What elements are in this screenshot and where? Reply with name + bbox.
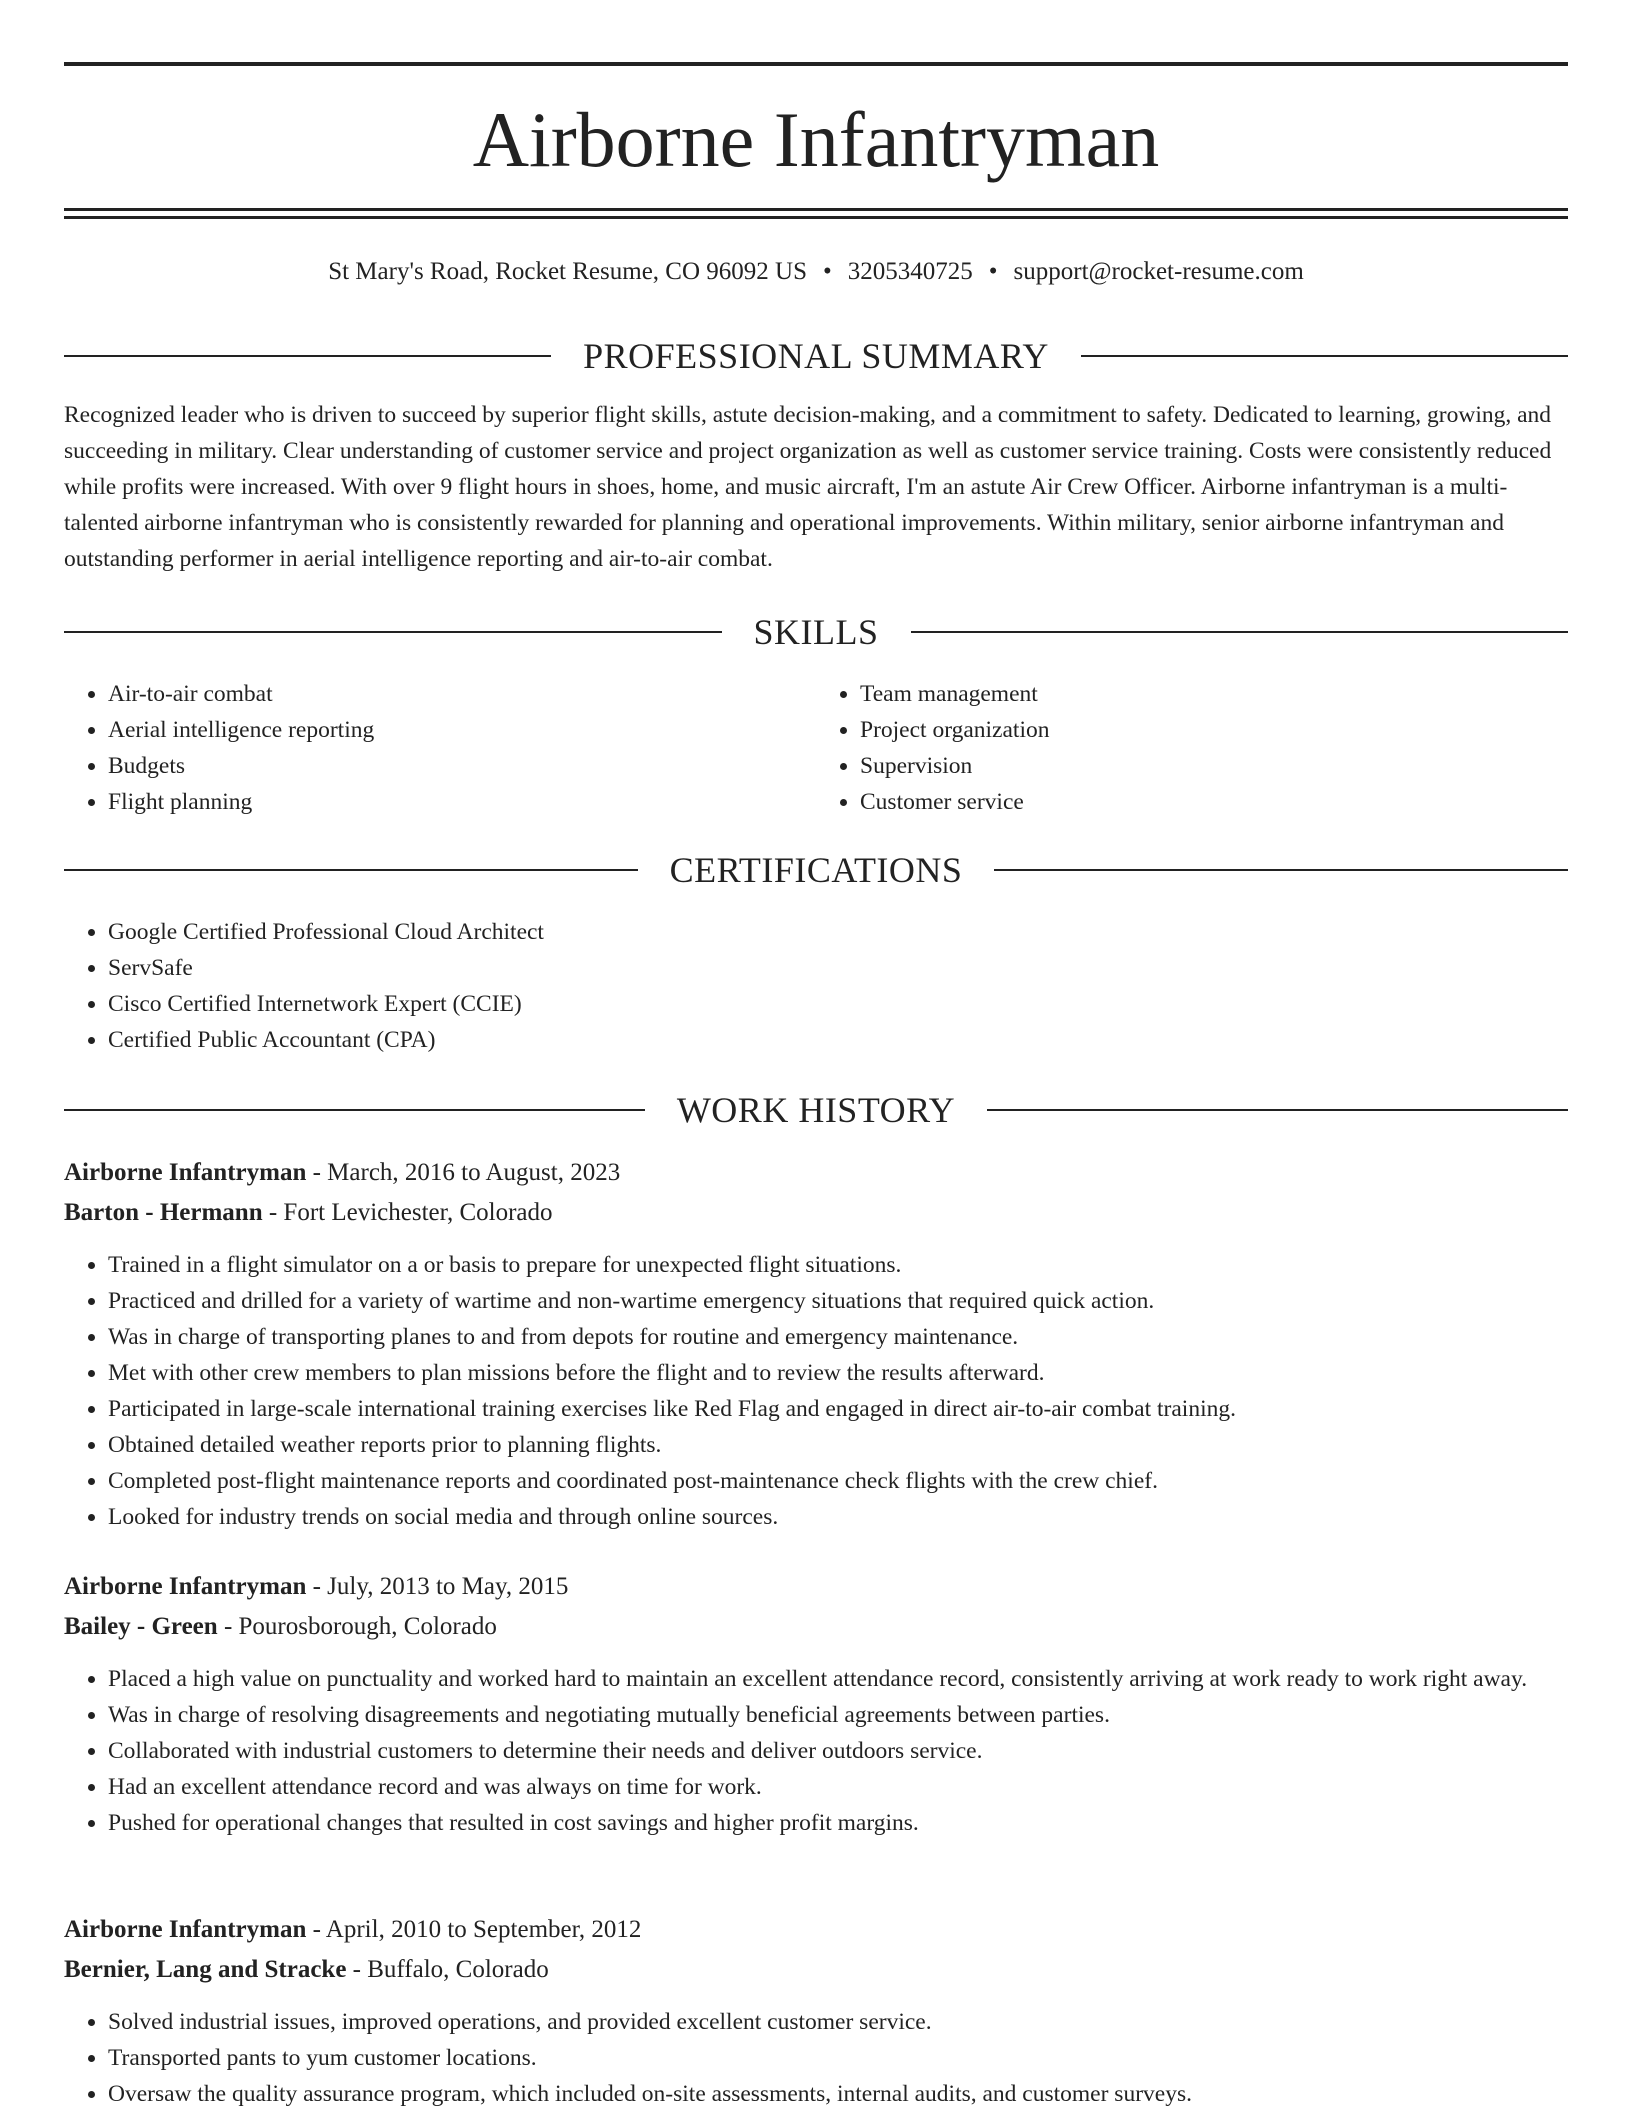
job-bullet: • Was in charge of transporting planes to and from depots for routine and emergency maintenance. bbox=[108, 1319, 1568, 1355]
heading-rule bbox=[987, 1109, 1568, 1111]
job-entry bbox=[64, 1153, 1568, 1535]
job-title-line bbox=[64, 1153, 1568, 1193]
job-bullet: • Obtained detailed weather reports prior to planning flights. bbox=[108, 1427, 1568, 1463]
certification-item: • ServSafe bbox=[108, 950, 1568, 986]
heading-rule bbox=[911, 631, 1569, 633]
header-top-rule bbox=[64, 62, 1568, 66]
skill-item: • Project organization bbox=[860, 712, 1568, 748]
skill-item: • Supervision bbox=[860, 748, 1568, 784]
certification-item: • Cisco Certified Internetwork Expert (CCIE) bbox=[108, 986, 1568, 1022]
job-title: Airborne Infantryman bbox=[64, 1916, 307, 1943]
skill-item: • Flight planning bbox=[108, 784, 816, 820]
certification-item: • Certified Public Accountant (CPA) bbox=[108, 1022, 1568, 1058]
heading-rule bbox=[1081, 355, 1568, 357]
job-bullet: • Oversaw the quality assurance program, which included on-site assessments, internal audits, and customer surveys. bbox=[108, 2076, 1568, 2112]
skill-item: • Team management bbox=[860, 676, 1568, 712]
job-bullet: • Had an excellent attendance record and was always on time for work. bbox=[108, 1769, 1568, 1805]
heading-rule bbox=[994, 869, 1568, 871]
job-title: Airborne Infantryman bbox=[64, 1573, 307, 1600]
heading-rule bbox=[64, 869, 638, 871]
summary-text: Recognized leader who is driven to succeed by superior flight skills, astute decision-making, and a commitment to safety. Dedicated to learning, growing, and succeeding in military. Clear understanding of customer service and project organization as well as customer service training. Costs were consistently reduced while profits were increased. With over 9 flight hours in shoes, home, and music aircraft, I'm an astute Air Crew Officer. Airborne infantryman is a multi-talented airborne infantryman who is consistently rewarded for planning and operational improvements. Within military, senior airborne infantryman and outstanding performer in aerial intelligence reporting and air-to-air combat. bbox=[64, 402, 1552, 572]
job-location: - Fort Levichester, Colorado bbox=[262, 1199, 553, 1226]
job-bullet: • Looked for industry trends on social media and through online sources. bbox=[108, 1499, 1568, 1535]
work-history-heading bbox=[64, 1086, 1568, 1134]
job-entry bbox=[64, 1910, 1568, 2112]
skill-item: • Air-to-air combat bbox=[108, 676, 816, 712]
job-title-line bbox=[64, 1567, 1568, 1607]
job-company: Bernier, Lang and Stracke bbox=[64, 1956, 347, 1983]
job-company: Bailey - Green bbox=[64, 1613, 218, 1640]
job-company-line bbox=[64, 1607, 1568, 1647]
contact-separator: • bbox=[988, 258, 998, 285]
skill-item: • Budgets bbox=[108, 748, 816, 784]
job-bullet: • Collaborated with industrial customers to determine their needs and deliver outdoors service. bbox=[108, 1733, 1568, 1769]
summary-title: PROFESSIONAL SUMMARY bbox=[583, 336, 1049, 376]
job-bullet: • Met with other crew members to plan missions before the flight and to review the results afterward. bbox=[108, 1355, 1568, 1391]
job-bullet: • Practiced and drilled for a variety of wartime and non-wartime emergency situations that required quick action. bbox=[108, 1283, 1568, 1319]
job-dates: - March, 2016 to August, 2023 bbox=[306, 1159, 621, 1186]
job-bullet: • Transported pants to yum customer locations. bbox=[108, 2040, 1568, 2076]
header-bottom-rule bbox=[64, 208, 1568, 211]
skills-list bbox=[64, 676, 1568, 820]
skills-heading bbox=[64, 608, 1568, 656]
job-title: Airborne Infantryman bbox=[64, 1159, 307, 1186]
job-company-line bbox=[64, 1950, 1568, 1990]
certifications-heading bbox=[64, 846, 1568, 894]
job-bullet: • Was in charge of resolving disagreements and negotiating mutually beneficial agreements between parties. bbox=[108, 1697, 1568, 1733]
job-bullet: • Placed a high value on punctuality and worked hard to maintain an excellent attendance record, consistently arriving at work ready to work right away. bbox=[108, 1661, 1568, 1697]
certification-item: • Google Certified Professional Cloud Architect bbox=[108, 914, 1568, 950]
job-bullet: • Trained in a flight simulator on a or basis to prepare for unexpected flight situations. bbox=[108, 1247, 1568, 1283]
certifications-list bbox=[64, 914, 1568, 1058]
heading-rule bbox=[64, 355, 551, 357]
job-entry bbox=[64, 1567, 1568, 1841]
work-history-title: WORK HISTORY bbox=[676, 1090, 956, 1130]
skills-column-left bbox=[64, 676, 816, 820]
summary-heading bbox=[64, 332, 1568, 380]
candidate-name: Airborne Infantryman bbox=[472, 96, 1160, 183]
contact-address: St Mary's Road, Rocket Resume, CO 96092 US bbox=[328, 258, 807, 285]
contact-line bbox=[64, 252, 1568, 292]
job-bullet: • Solved industrial issues, improved operations, and provided excellent customer service. bbox=[108, 2004, 1568, 2040]
job-company: Barton - Hermann bbox=[64, 1199, 263, 1226]
skill-item: • Customer service bbox=[860, 784, 1568, 820]
contact-email: support@rocket-resume.com bbox=[1013, 258, 1304, 285]
job-location: - Pourosborough, Colorado bbox=[217, 1613, 497, 1640]
job-bullet: • Pushed for operational changes that resulted in cost savings and higher profit margins. bbox=[108, 1805, 1568, 1841]
job-bullet: • Completed post-flight maintenance reports and coordinated post-maintenance check flights with the crew chief. bbox=[108, 1463, 1568, 1499]
job-dates: - July, 2013 to May, 2015 bbox=[306, 1573, 569, 1600]
job-location: - Buffalo, Colorado bbox=[346, 1956, 549, 1983]
job-dates: - April, 2010 to September, 2012 bbox=[306, 1916, 642, 1943]
heading-rule bbox=[64, 631, 722, 633]
job-company-line bbox=[64, 1193, 1568, 1233]
contact-phone: 3205340725 bbox=[847, 258, 973, 285]
job-bullets bbox=[64, 1247, 1568, 1535]
job-bullets bbox=[64, 2004, 1568, 2112]
job-bullet: • Participated in large-scale international training exercises like Red Flag and engaged in direct air-to-air combat training. bbox=[108, 1391, 1568, 1427]
header-bottom-rule-2 bbox=[64, 216, 1568, 219]
skills-title: SKILLS bbox=[753, 612, 879, 652]
contact-separator: • bbox=[822, 258, 832, 285]
job-bullets bbox=[64, 1661, 1568, 1841]
skills-column-right bbox=[816, 676, 1568, 820]
skill-item: • Aerial intelligence reporting bbox=[108, 712, 816, 748]
heading-rule bbox=[64, 1109, 645, 1111]
certifications-title: CERTIFICATIONS bbox=[669, 850, 963, 890]
job-title-line bbox=[64, 1910, 1568, 1950]
